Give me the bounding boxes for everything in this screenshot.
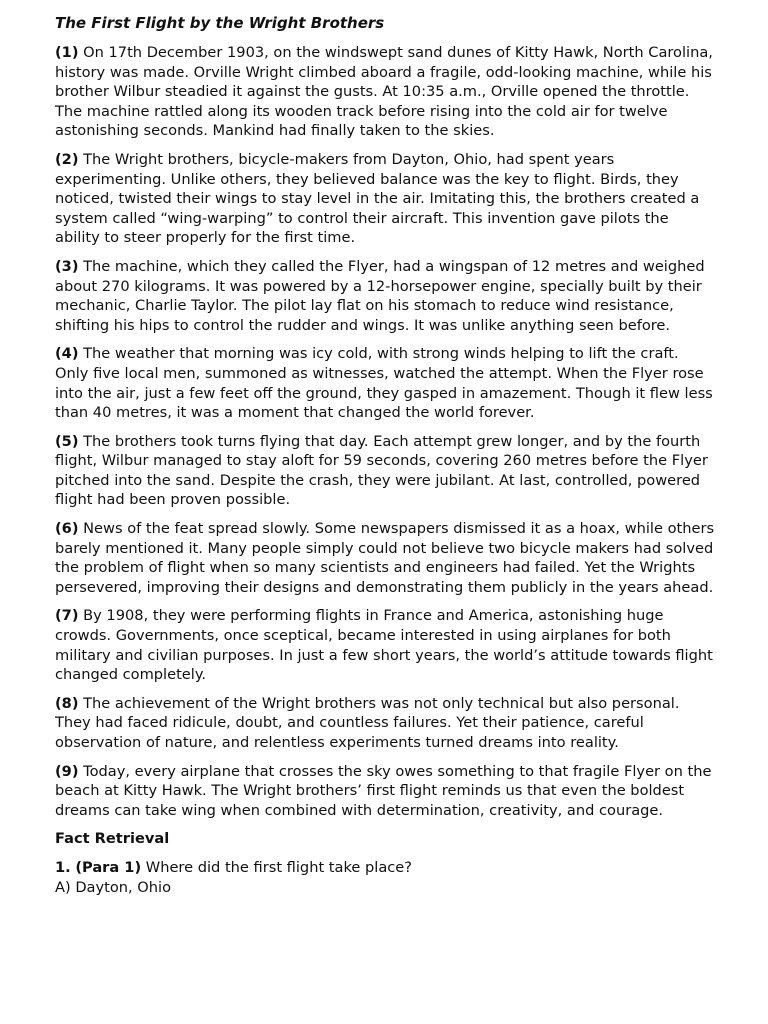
paragraph-number: (3) [55,257,79,275]
paragraph-6 [55,519,715,597]
paragraph-text: The Wright brothers, bicycle-makers from Dayton, Ohio, had spent years experimenting. Unlike others, they believed balance was the key to flight. Birds, they noticed, twisted their wings to stay level in the air. Imitating this, the brothers created a system called “wing-warping” to control their aircraft. This invention gave pilots the ability to steer properly for the first time. [55,150,700,247]
paragraph-text: Today, every airplane that crosses the sky owes something to that fragile Flyer on the beach at Kitty Hawk. The Wright brothers’ first flight reminds us that even the boldest dreams can take wing when combined with determination, creativity, and courage. [55,762,712,819]
question-1 [55,858,715,878]
paragraph-4 [55,344,715,422]
answer-option-a: A) Dayton, Ohio [55,878,172,896]
paragraph-number: (6) [55,520,79,538]
section-heading: Fact Retrieval [55,830,170,848]
paragraph-text: By 1908, they were performing flights in France and America, astonishing huge crowds. Governments, once sceptical, became interested in using airplanes for both military and civilian purposes. In just a few short years, the world’s attitude towards flight changed completely. [55,607,713,684]
question-reference: (Para 1) [75,858,142,876]
paragraph-number: (9) [55,762,79,780]
question-text: Where did the first flight take place? [145,858,413,876]
paragraph-number: (4) [55,345,79,363]
paragraph-9 [55,762,715,821]
paragraph-text: On 17th December 1903, on the windswept sand dunes of Kitty Hawk, North Carolina, history was made. Orville Wright climbed aboard a fragile, odd-looking machine, while his brother Wilbur steadied it against the gusts. At 10:35 a.m., Orville opened the throttle. The machine rattled along its wooden track before rising into the cold air for twelve astonishing seconds. Mankind had finally taken to the skies. [55,44,713,140]
paragraph-number: (1) [55,44,79,61]
paragraph-text: The achievement of the Wright brothers was not only technical but also personal. They had faced ridicule, doubt, and countless failures. Yet their patience, careful observation of nature, and relentless experiments turned dreams into reality. [55,694,680,751]
paragraph-7 [55,606,715,684]
paragraph-text: The machine, which they called the Flyer, had a wingspan of 12 metres and weighed about 270 kilograms. It was powered by a 12-horsepower engine, specially built by their mechanic, Charlie Taylor. The pilot lay flat on his stomach to reduce wind resistance, shifting his hips to control the rudder and wings. It was unlike anything seen before. [55,257,705,334]
paragraph-number: (2) [55,150,79,168]
paragraph-number: (8) [55,694,79,712]
paragraph-2 [55,150,715,248]
paragraph-text: The brothers took turns flying that day. Each attempt grew longer, and by the fourth flight, Wilbur managed to stay aloft for 59 seconds, covering 260 metres before the Flyer pitched into the sand. Despite the crash, they were jubilant. At last, controlled, powered flight had been proven possible. [55,432,708,509]
paragraph-number: (5) [55,432,79,450]
paragraph-1 [55,43,715,141]
paragraph-text: News of the feat spread slowly. Some newspapers dismissed it as a hoax, while others barely mentioned it. Many people simply could not believe two bicycle makers had solved the problem of flight when so many scientists and engineers had failed. Yet the Wrights persevered, improving their designs and demonstrating them publicly in the years ahead. [55,520,715,596]
paragraph-3 [55,257,715,335]
question-number: 1. [55,858,71,876]
paragraph-5 [55,432,715,510]
document-title: The First Flight by the Wright Brothers [55,14,385,32]
document-page [55,13,715,897]
paragraph-text: The weather that morning was icy cold, with strong winds helping to lift the craft. Only five local men, summoned as witnesses, watched the attempt. When the Flyer rose into the air, just a few feet off the ground, they gasped in amazement. Though it flew less than 40 metres, it was a moment that changed the world forever. [55,345,713,422]
paragraph-8 [55,694,715,753]
paragraph-number: (7) [55,607,79,625]
